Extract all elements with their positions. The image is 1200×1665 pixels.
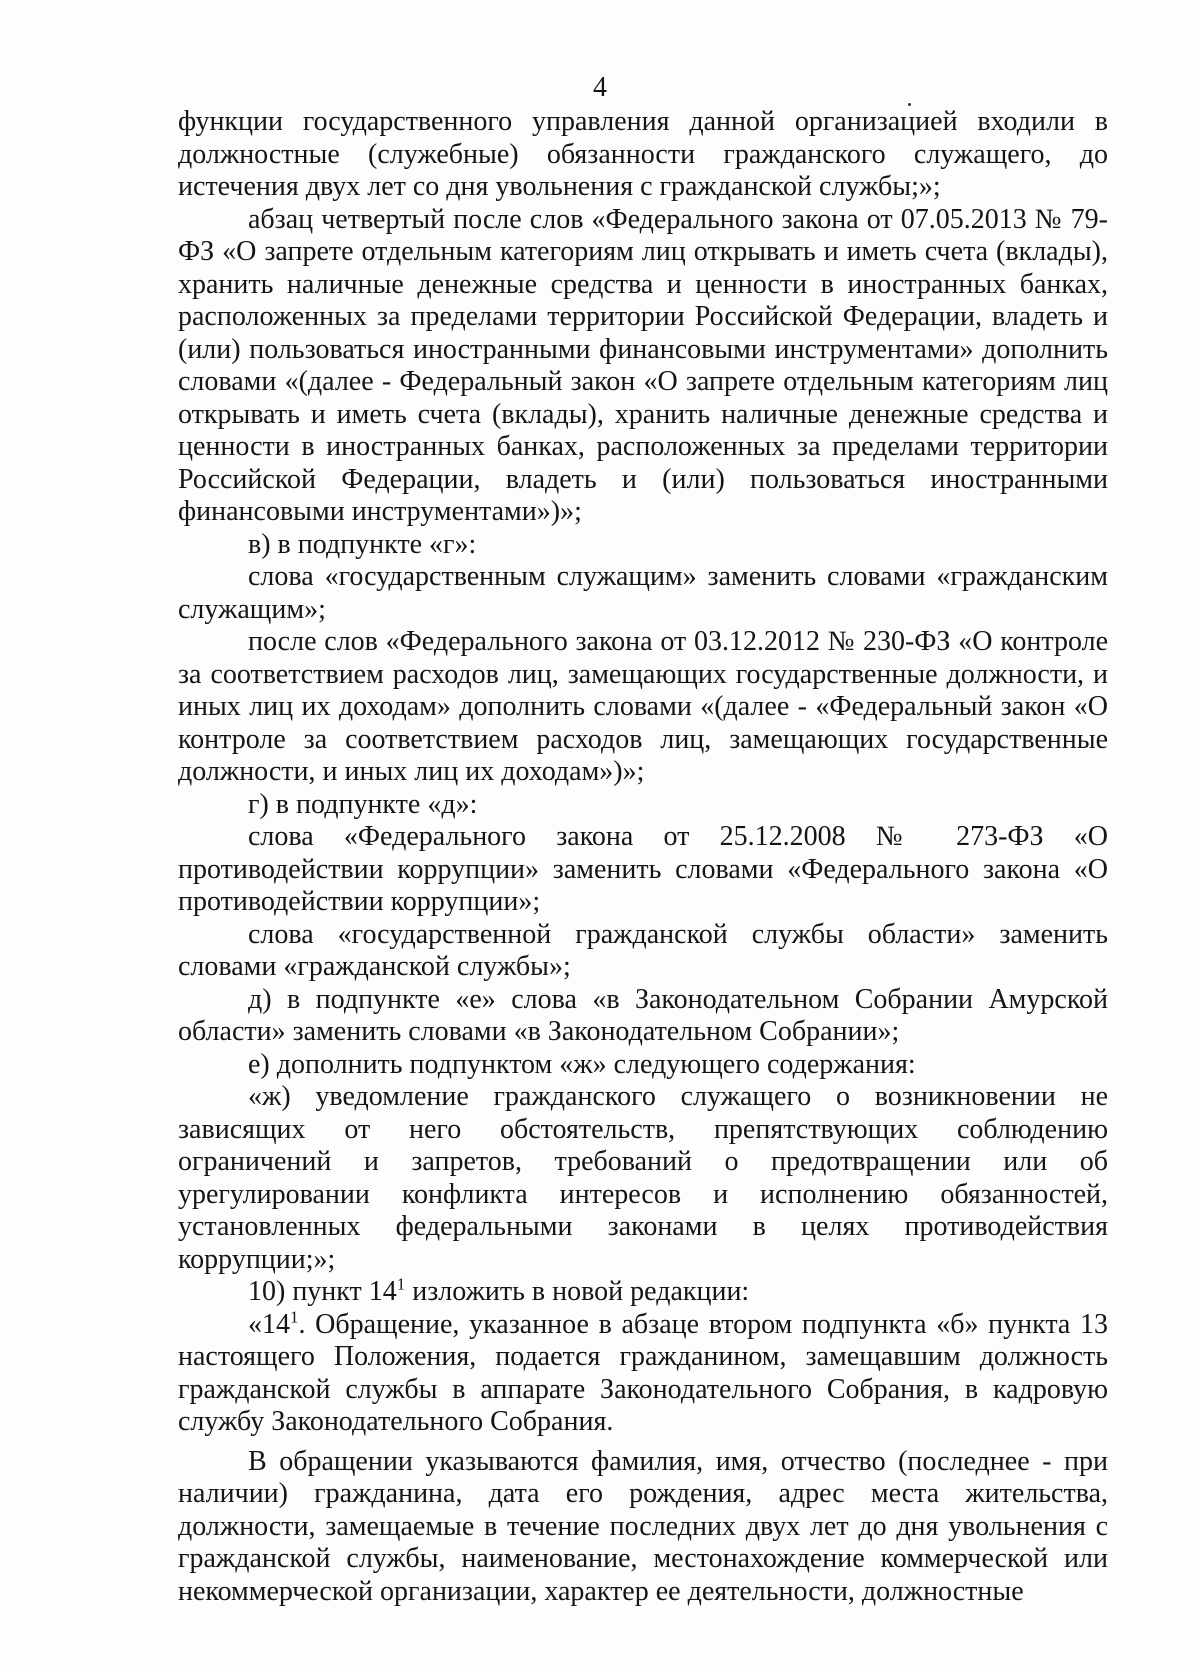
paragraph-9: д) в подпункте «е» слова «в Законодательном Собрании Амурской области» заменить словами «в Законодательном Собрании»; — [178, 983, 1108, 1047]
page-number: 4 — [593, 72, 607, 103]
paragraph-13-superscript: 1 — [290, 1307, 299, 1327]
paragraph-3: в) в подпункте «г»: — [248, 528, 477, 560]
paragraph-4: слова «государственным служащим» заменить словами «гражданским служащим»; — [178, 561, 1108, 625]
paragraph-13 — [178, 1309, 1108, 1439]
paragraph-6: г) в подпункте «д»: — [248, 788, 478, 820]
paragraph-11: «ж) уведомление гражданского служащего о возникновении не зависящих от него обстоятельств, препятствующих соблюдению ограничений и запретов, требований о предотвращении или об урегулировании конфликта интересов и исполнению обязанностей, установленных федеральными законами в целях противодействия коррупции;»; — [178, 1081, 1108, 1275]
paragraph-10: е) дополнить подпунктом «ж» следующего содержания: — [248, 1048, 916, 1080]
paragraph-12 — [178, 1276, 1108, 1309]
paragraph-14: В обращении указываются фамилия, имя, отчество (последнее - при наличии) гражданина, дата его рождения, адрес места жительства, должности, замещаемые в течение последних двух лет до дня увольнения с гражданской службы, наименование, местонахождение коммерческой или некоммерческой организации, характер ее деятельности, должностные — [178, 1445, 1108, 1607]
paragraph-8: слова «государственной гражданской службы области» заменить словами «гражданской службы»; — [178, 918, 1108, 982]
document-body — [178, 106, 1108, 1608]
paragraph-7: слова «Федерального закона от 25.12.2008 № 273-ФЗ «О противодействии коррупции» заменить словами «Федерального закона «О противодействии коррупции»; — [178, 821, 1108, 917]
paragraph-12-text-rest: изложить в новой редакции: — [405, 1276, 750, 1307]
paragraph-12-text: 10) пункт 14 — [248, 1276, 397, 1307]
paragraph-1: функции государственного управления данной организацией входили в должностные (служебные) обязанности гражданского служащего, до истечения двух лет со дня увольнения с гражданской службы;»; — [178, 106, 1108, 202]
paragraph-13-text: «14 — [248, 1308, 290, 1340]
paragraph-5: после слов «Федерального закона от 03.12.2012 № 230-ФЗ «О контроле за соответствием расходов лиц, замещающих государственные должности, и иных лиц их доходам» дополнить словами «(далее - «Федеральный закон «О контроле за соответствием расходов лиц, замещающих государственные должности, и иных лиц их доходам»)»; — [178, 626, 1108, 787]
paragraph-12-superscript: 1 — [396, 1274, 406, 1294]
paragraph-13-text-rest: . Обращение, указанное в абзаце втором подпункта «б» пункта 13 настоящего Положения, подается гражданином, замещавшим должность гражданской службы в аппарате Законодательного Собрания, в кадровую службу Законодательного Собрания. — [178, 1308, 1108, 1437]
paragraph-2: абзац четвертый после слов «Федерального закона от 07.05.2013 № 79-ФЗ «О запрете отдельным категориям лиц открывать и иметь счета (вклады), хранить наличные денежные средства и ценности в иностранных банках, расположенных за пределами территории Российской Федерации, владеть и (или) пользоваться иностранными финансовыми инструментами» дополнить словами «(далее - Федеральный закон «О запрете отдельным категориям лиц открывать и иметь счета (вклады), хранить наличные денежные средства и ценности в иностранных банках, расположенных за пределами территории Российской Федерации, владеть и (или) пользоваться иностранными финансовыми инструментами»)»; — [178, 203, 1108, 527]
